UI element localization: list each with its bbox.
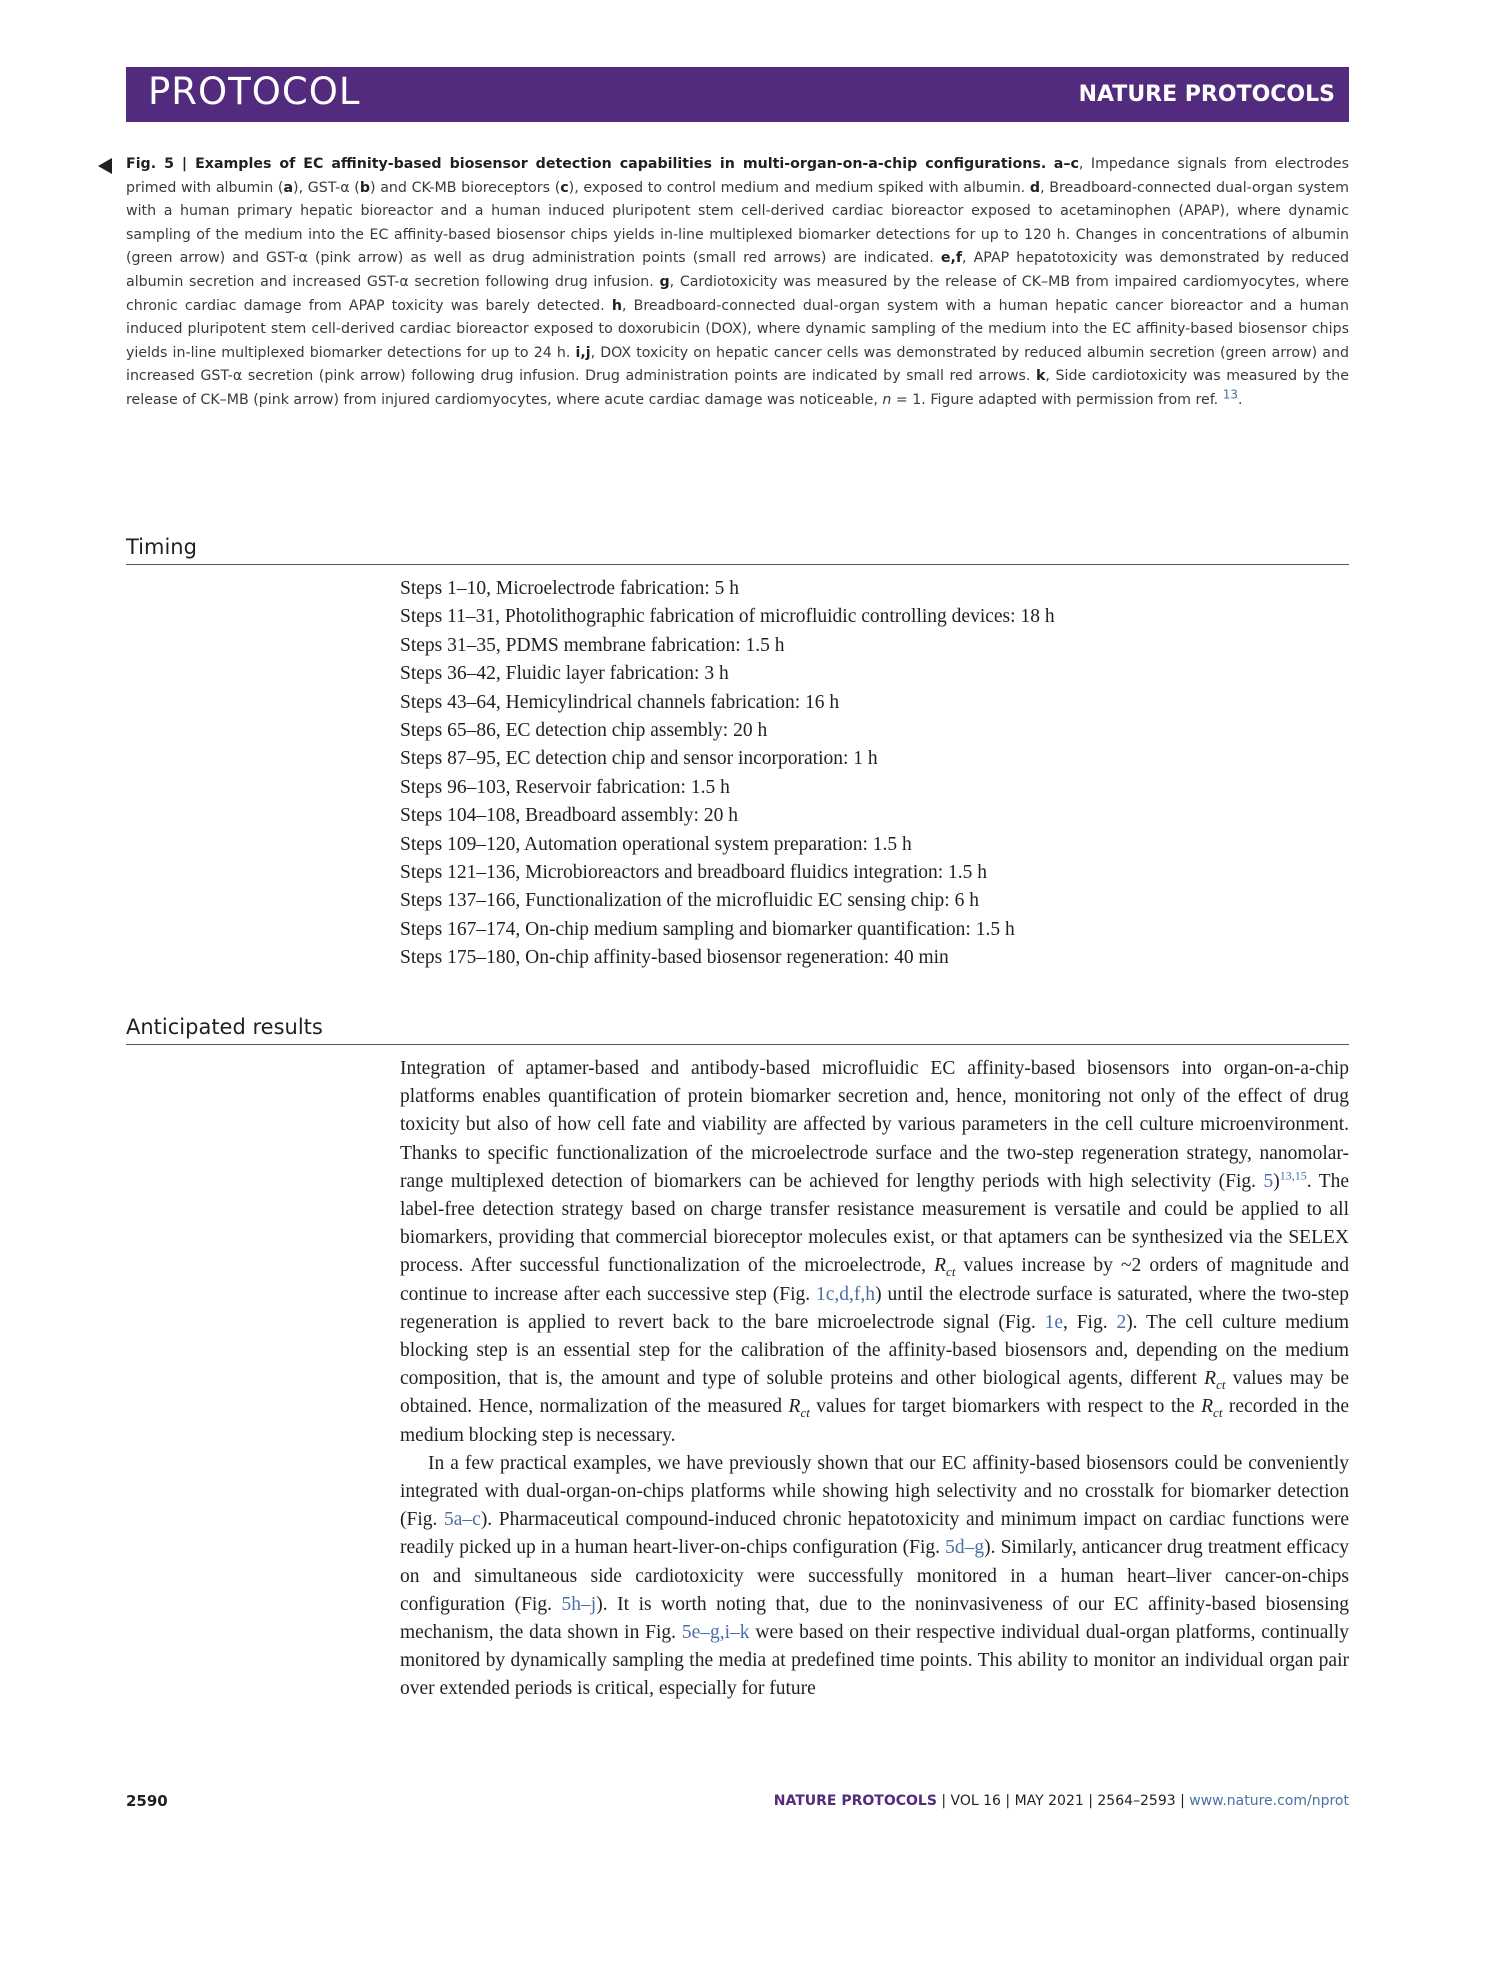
- rct-r: R: [1204, 1368, 1217, 1390]
- body-text: In a few practical examples, we have previously shown that our EC affinity-based biosensors could be conveniently integrated with dual-organ-on-chips platforms while showing high selectivity and no crosstalk for biomarker detection (Fig.: [400, 1452, 1349, 1531]
- panel-label: a–c: [1053, 156, 1079, 172]
- reference-link[interactable]: 13: [1222, 387, 1238, 402]
- panel-label: b: [359, 179, 370, 196]
- timing-step: Steps 167–174, On-chip medium sampling and biomarker quantification: 1.5 h: [400, 918, 1015, 940]
- figure-link[interactable]: 5: [1263, 1170, 1274, 1192]
- caption-text: , Impedance signals from electrodes primed with albumin (: [126, 156, 1350, 196]
- caption-text: ), exposed to control medium and medium spiked with albumin.: [568, 179, 1030, 196]
- footer-journal: NATURE PROTOCOLS: [773, 1793, 937, 1809]
- panel-label: k: [1035, 368, 1046, 385]
- caption-text: .: [1237, 391, 1243, 408]
- results-body: [400, 1055, 1349, 1704]
- timing-step: Steps 87–95, EC detection chip and sensor incorporation: 1 h: [400, 748, 878, 770]
- timing-step: Steps 36–42, Fluidic layer fabrication: 3 h: [400, 663, 729, 685]
- body-text: were based on their respective individual dual-organ platforms, continually monitored by dynamically sampling the media at predefined time points. This ability to monitor an individual organ pair over extended periods is critical, especially for future: [400, 1622, 1349, 1700]
- journal-title: NATURE PROTOCOLS: [1078, 82, 1335, 107]
- timing-step: Steps 104–108, Breadboard assembly: 20 h: [400, 805, 738, 827]
- timing-step: Steps 121–136, Microbioreactors and breadboard fluidics integration: 1.5 h: [400, 862, 988, 884]
- body-text: ). Similarly, anticancer drug treatment efficacy on and simultaneous side cardiotoxicity were successfully monitored in a human heart–liver cancer-on-chips configuration (Fig.: [400, 1537, 1349, 1615]
- timing-step: Steps 11–31, Photolithographic fabrication of microfluidic controlling devices: 18 h: [400, 606, 1055, 628]
- timing-step: Steps 109–120, Automation operational system preparation: 1.5 h: [400, 833, 912, 855]
- body-text: ). Pharmaceutical compound-induced chronic hepatotoxicity and minimum impact on cardiac functions were readily picked up in a human heart-liver-on-chips configuration (Fig.: [400, 1509, 1349, 1559]
- timing-step: Steps 137–166, Functionalization of the microfluidic EC sensing chip: 6 h: [400, 890, 979, 912]
- timing-step: Steps 175–180, On-chip affinity-based biosensor regeneration: 40 min: [400, 947, 949, 969]
- paragraph: [400, 1450, 1349, 1704]
- rct-sub: ct: [946, 1264, 956, 1280]
- timing-step: Steps 31–35, PDMS membrane fabrication: 1.5 h: [400, 634, 785, 656]
- rct-r: R: [934, 1255, 947, 1277]
- header-banner: [126, 67, 1349, 122]
- rct-sub: ct: [800, 1405, 810, 1421]
- reference-link[interactable]: 13,15: [1279, 1168, 1307, 1183]
- paragraph: [400, 1055, 1349, 1450]
- caption-text: , Breadboard-connected dual-organ system with a human primary hepatic bioreactor and a human induced pluripotent stem cell-derived cardiac bioreactor exposed to acetaminophen (APAP), where dynamic sampling of the medium into the EC affinity-based biosensor chips yields in-line multiplexed biomarker detections for up to 120 h. Changes in concentrations of albumin (green arrow) and GST-α (pink arrow) as well as drug administration points (small red arrows) are indicated.: [126, 179, 1349, 267]
- figure-link[interactable]: 1c,d,f,h: [816, 1283, 876, 1305]
- caption-pointer-icon: [98, 158, 112, 174]
- figure-link[interactable]: 5d–g: [945, 1537, 985, 1559]
- body-text: recorded in the medium blocking step is necessary.: [400, 1396, 1349, 1446]
- body-text: , Fig.: [1063, 1311, 1117, 1333]
- timing-step: Steps 43–64, Hemicylindrical channels fabrication: 16 h: [400, 691, 840, 713]
- body-text: . The label-free detection strategy based on charge transfer resistance measurement is versatile and could be applied to all biomarkers, providing that commercial bioreceptor molecules exist, or that aptamers can be synthesized via the SELEX process. After successful functionalization of the microelectrode,: [400, 1170, 1349, 1277]
- figure-link[interactable]: 2: [1116, 1311, 1127, 1333]
- panel-label: e,f: [940, 250, 963, 267]
- timing-step: Steps 1–10, Microelectrode fabrication: 5 h: [400, 578, 739, 599]
- caption-text: , APAP hepatotoxicity was demonstrated by reduced albumin secretion and increased GST-α secretion following drug infusion.: [126, 250, 1349, 290]
- variable-n: n: [882, 391, 892, 408]
- figure-link[interactable]: 5e–g,i–k: [681, 1622, 750, 1644]
- caption-text: ) and CK-MB bioreceptors (: [370, 179, 561, 196]
- rct-symbol: [1204, 1368, 1226, 1393]
- timing-step: Steps 65–86, EC detection chip assembly: 20 h: [400, 720, 768, 742]
- rct-r: R: [1201, 1396, 1214, 1418]
- body-text: ). It is worth noting that, due to the noninvasiveness of our EC affinity-based biosensing mechanism, the data shown in Fig.: [400, 1593, 1350, 1644]
- journal-url-link[interactable]: www.nature.com/nprot: [1189, 1793, 1349, 1809]
- panel-label: d: [1029, 179, 1041, 196]
- footer-volume: | VOL 16 | MAY 2021 | 2564–2593 |: [936, 1793, 1190, 1809]
- panel-label: a: [283, 179, 294, 196]
- section-type-title: PROTOCOL: [148, 70, 361, 113]
- timing-heading: Timing: [126, 535, 1349, 565]
- caption-text: , Breadboard-connected dual-organ system with a human hepatic cancer bioreactor and a human induced pluripotent stem cell-derived cardiac bioreactor exposed to doxorubicin (DOX), where dynamic sampling of the medium into the EC affinity-based biosensor chips yields in-line multiplexed biomarker detections for up to 24 h.: [126, 297, 1349, 361]
- body-text: values may be obtained. Hence, normalization of the measured: [400, 1368, 1349, 1418]
- caption-text: ), GST-α (: [293, 179, 360, 196]
- caption-text: = 1. Figure adapted with permission from ref.: [891, 391, 1223, 408]
- figure-caption: [126, 153, 1349, 413]
- footer-citation: [774, 1793, 1349, 1809]
- rct-sub: ct: [1216, 1377, 1226, 1393]
- timing-step: Steps 96–103, Reservoir fabrication: 1.5 h: [400, 776, 730, 798]
- timing-list: [400, 575, 1055, 973]
- body-text: values increase by ~2 orders of magnitude and continue to increase after each successive step (Fig.: [400, 1255, 1350, 1305]
- panel-label: g: [659, 273, 670, 290]
- figure-link[interactable]: 5a–c: [444, 1509, 481, 1531]
- caption-label: Fig. 5 | Examples of EC affinity-based biosensor detection capabilities in multi-organ-on-a-chip configurations.: [126, 156, 1047, 172]
- body-text: values for target biomarkers with respect to the: [809, 1396, 1202, 1418]
- figure-link[interactable]: 5h–j: [561, 1593, 597, 1615]
- rct-symbol: [788, 1396, 810, 1421]
- page-number: 2590: [126, 1792, 168, 1810]
- body-text: ) until the electrode surface is saturated, where the two-step regeneration is applied to revert back to the bare microelectrode signal (Fig.: [400, 1283, 1349, 1333]
- caption-text: , Side cardiotoxicity was measured by the release of CK–MB (pink arrow) from injured cardiomyocytes, where acute cardiac damage was noticeable,: [126, 368, 1349, 408]
- body-text: ). The cell culture medium blocking step is an essential step for the calibration of the affinity-based biosensors and, depending on the medium composition, that is, the amount and type of soluble proteins and other biological agents, different: [400, 1311, 1350, 1390]
- rct-sub: ct: [1213, 1405, 1223, 1421]
- body-text: Integration of aptamer-based and antibody-based microfluidic EC affinity-based biosensors into organ-on-a-chip platforms enables quantification of protein biomarker secretion and, hence, monitoring not only of the effect of drug toxicity but also of how cell fate and viability are affected by various parameters in the cell culture microenvironment. Thanks to specific functionalization of the microelectrode surface and the two-step regeneration strategy, nanomolar-range multiplexed detection of biomarkers can be achieved for lengthy periods with high selectivity (Fig.: [400, 1058, 1349, 1192]
- panel-label: i,j: [575, 344, 591, 361]
- caption-text: , DOX toxicity on hepatic cancer cells was demonstrated by reduced albumin secretion (green arrow) and increased GST-α secretion (pink arrow) following drug infusion. Drug administration points are indicated by small red arrows.: [126, 344, 1349, 385]
- panel-label: c: [560, 179, 569, 196]
- rct-symbol: [1201, 1396, 1223, 1421]
- panel-label: h: [611, 297, 622, 314]
- body-text: ): [1273, 1170, 1280, 1192]
- anticipated-results-heading: Anticipated results: [126, 1015, 1349, 1045]
- rct-r: R: [788, 1396, 801, 1418]
- figure-link[interactable]: 1e: [1044, 1311, 1064, 1333]
- caption-text: , Cardiotoxicity was measured by the release of CK–MB from impaired cardiomyocytes, where chronic cardiac damage from APAP toxicity was barely detected.: [126, 273, 1349, 314]
- rct-symbol: [934, 1255, 956, 1280]
